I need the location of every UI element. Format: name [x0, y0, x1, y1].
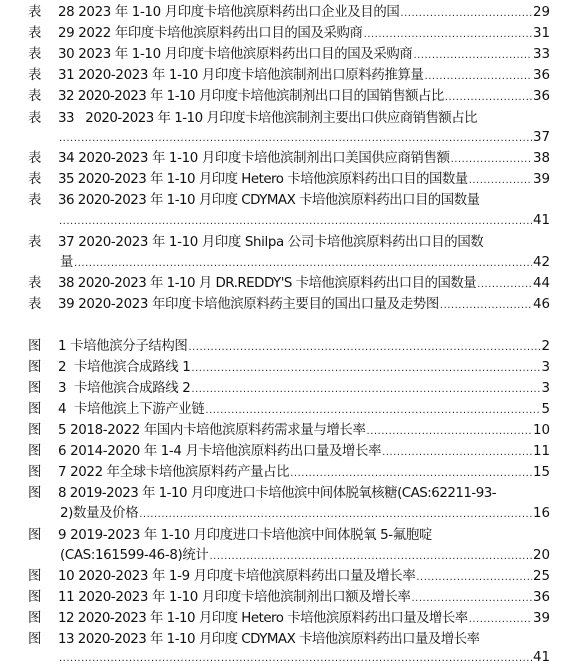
toc-entry-table-39[interactable] [28, 295, 550, 315]
entry-prefix: 表 [28, 26, 42, 41]
entry-page: 25 [532, 569, 550, 584]
entry-prefix: 图 [28, 423, 42, 438]
entry-title: 32 2020-2023 年 1-10 月印度卡培他滨制剂出口目的国销售额占比 [58, 89, 444, 104]
entry-title: 6 2014-2020 年 1-4 月卡培他滨原料药出口量及增长率 [58, 444, 382, 459]
dot-leader [74, 257, 532, 271]
entry-prefix: 表 [28, 235, 42, 250]
toc-entry-figure-11[interactable] [28, 588, 550, 608]
toc-entry-figure-12[interactable] [28, 609, 550, 629]
toc-entry-figure-5[interactable] [28, 421, 550, 441]
dot-leader [413, 49, 532, 63]
dot-leader [469, 613, 532, 627]
entry-title: 7 2022 年全球卡培他滨原料药产量占比 [58, 465, 290, 480]
entry-prefix: 表 [28, 193, 42, 208]
toc-entry-figure-7[interactable] [28, 463, 550, 483]
entry-prefix: 表 [28, 297, 42, 312]
entry-prefix: 图 [28, 528, 42, 543]
dot-leader [469, 174, 532, 188]
entry-prefix: 表 [28, 68, 42, 83]
entry-page: 3 [541, 381, 550, 396]
entry-page: 46 [532, 297, 550, 312]
entry-title: 31 2020-2023 年 1-10 月印度卡培他滨制剂出口原料药推算量 [58, 68, 424, 83]
dot-leader [191, 362, 540, 376]
entry-prefix: 表 [28, 5, 42, 20]
entry-title: 37 2020-2023 年 1-10 月印度 Shilpa 公司卡培他滨原料药出口目的国数 [58, 235, 484, 250]
toc-entry-table-36-continued[interactable] [28, 211, 550, 231]
dot-leader [425, 70, 532, 84]
entry-prefix: 表 [28, 172, 42, 187]
entry-title: 28 2023 年 1-10 月印度卡培他滨原料药出口企业及目的国 [58, 5, 400, 20]
toc-entry-table-31[interactable] [28, 66, 550, 86]
entry-prefix: 表 [28, 111, 42, 126]
dot-leader [400, 7, 532, 21]
entry-prefix: 图 [28, 402, 42, 417]
dot-leader [59, 132, 532, 146]
entry-title: 10 2020-2023 年 1-9 月印度卡培他滨原料药出口量及增长率 [58, 569, 416, 584]
toc-entry-figure-8[interactable] [28, 484, 550, 504]
toc-entry-figure-1[interactable] [28, 337, 550, 357]
dot-leader [451, 153, 532, 167]
entry-page: 2 [541, 339, 550, 354]
entry-title: 2)数量及价格 [60, 506, 139, 521]
dot-leader [209, 550, 532, 564]
entry-page: 36 [532, 68, 550, 83]
dot-leader [416, 571, 532, 585]
entry-prefix: 表 [28, 89, 42, 104]
entry-page: 11 [532, 444, 550, 459]
entry-prefix: 图 [28, 444, 42, 459]
dot-leader [364, 28, 532, 42]
entry-prefix: 图 [28, 632, 42, 647]
entry-prefix: 表 [28, 276, 42, 291]
toc-entry-figure-3[interactable] [28, 379, 550, 399]
dot-leader [191, 383, 540, 397]
dot-leader [290, 467, 532, 481]
entry-page: 37 [532, 130, 550, 145]
toc-entry-table-30[interactable] [28, 45, 550, 65]
entry-title: 38 2020-2023 年 1-10 月 DR.REDDY'S 卡培他滨原料药出口目的国数量 [58, 276, 477, 291]
entry-page: 41 [532, 213, 550, 228]
entry-page: 44 [532, 276, 550, 291]
toc-entry-figure-8-continued[interactable] [60, 504, 550, 524]
toc-entry-figure-6[interactable] [28, 442, 550, 462]
toc-entry-figure-2[interactable] [28, 358, 550, 378]
entry-prefix: 图 [28, 465, 42, 480]
toc-entry-figure-9[interactable] [28, 526, 550, 546]
toc-entry-figure-13[interactable] [28, 630, 550, 650]
entry-page: 33 [532, 47, 550, 62]
dot-leader [367, 425, 532, 439]
entry-page: 41 [532, 650, 550, 665]
toc-entry-table-32[interactable] [28, 87, 550, 107]
entry-page: 39 [532, 172, 550, 187]
dot-leader [440, 299, 532, 313]
dot-leader [205, 404, 540, 418]
entry-page: 3 [541, 360, 550, 375]
dot-leader [59, 215, 532, 229]
toc-entry-table-35[interactable] [28, 170, 550, 190]
toc-entry-table-33[interactable] [28, 109, 550, 129]
dot-leader [188, 341, 540, 355]
dot-leader [411, 592, 531, 606]
entry-page: 16 [532, 506, 550, 521]
toc-entry-table-37-continued[interactable] [60, 253, 550, 273]
entry-title: 3 卡培他滨合成路线 2 [58, 381, 191, 396]
entry-prefix: 图 [28, 381, 42, 396]
dot-leader [382, 446, 532, 460]
toc-entry-table-29[interactable] [28, 24, 550, 44]
dot-leader [477, 278, 532, 292]
entry-title: 2 卡培他滨合成路线 1 [58, 360, 191, 375]
entry-prefix: 图 [28, 611, 42, 626]
entry-page: 5 [541, 402, 550, 417]
entry-title: 30 2023 年 1-10 月印度卡培他滨原料药出口目的国及采购商 [58, 47, 413, 62]
dot-leader [445, 91, 532, 105]
toc-entry-figure-4[interactable] [28, 400, 550, 420]
entry-title: 8 2019-2023 年 1-10 月印度进口卡培他滨中间体脱氧核糖(CAS:62211-93- [58, 486, 497, 501]
toc-entry-table-37[interactable] [28, 233, 550, 253]
entry-prefix: 图 [28, 360, 42, 375]
entry-prefix: 图 [28, 339, 42, 354]
toc-entry-table-36[interactable] [28, 191, 550, 211]
toc-entry-figure-10[interactable] [28, 567, 550, 587]
entry-page: 36 [532, 590, 550, 605]
entry-title: 11 2020-2023 年 1-10 月印度卡培他滨制剂出口额及增长率 [58, 590, 411, 605]
dot-leader [59, 652, 532, 666]
entry-page: 38 [532, 151, 550, 166]
entry-prefix: 表 [28, 47, 42, 62]
entry-title: (CAS:161599-46-8)统计 [60, 548, 209, 563]
entry-page: 36 [532, 89, 550, 104]
entry-page: 20 [532, 548, 550, 563]
toc-entry-figure-13-continued[interactable] [28, 648, 550, 668]
entry-title: 36 2020-2023 年 1-10 月印度 CDYMAX 卡培他滨原料药出口目的国数量 [58, 193, 480, 208]
entry-page: 10 [532, 423, 550, 438]
dot-leader [139, 508, 532, 522]
entry-title: 12 2020-2023 年 1-10 月印度 Hetero 卡培他滨原料药出口量及增长率 [58, 611, 468, 626]
entry-prefix: 图 [28, 590, 42, 605]
toc-entry-table-38[interactable] [28, 274, 550, 294]
toc-entry-figure-9-continued[interactable] [60, 546, 550, 566]
entry-title: 34 2020-2023 年 1-10 月印度卡培他滨制剂出口美国供应商销售额 [58, 151, 450, 166]
entry-title: 1 卡培他滨分子结构图 [58, 339, 188, 354]
entry-prefix: 表 [28, 151, 42, 166]
toc-entry-table-33-continued[interactable] [28, 128, 550, 148]
entry-title: 5 2018-2022 年国内卡培他滨原料药需求量与增长率 [58, 423, 366, 438]
toc-entry-table-34[interactable] [28, 149, 550, 169]
entry-title: 39 2020-2023 年印度卡培他滨原料药主要目的国出口量及走势图 [58, 297, 439, 312]
entry-title: 量 [60, 255, 74, 270]
entry-page: 42 [532, 255, 550, 270]
entry-page: 15 [532, 465, 550, 480]
entry-prefix: 图 [28, 486, 42, 501]
toc-entry-table-28[interactable] [28, 3, 550, 23]
entry-page: 39 [532, 611, 550, 626]
entry-title: 9 2019-2023 年 1-10 月印度进口卡培他滨中间体脱氧 5-氟胞啶 [58, 528, 432, 543]
entry-title: 13 2020-2023 年 1-10 月印度 CDYMAX 卡培他滨原料药出口量及增长率 [58, 632, 480, 647]
entry-title: 29 2022 年印度卡培他滨原料药出口目的国及采购商 [58, 26, 363, 41]
entry-title: 35 2020-2023 年 1-10 月印度 Hetero 卡培他滨原料药出口目的国数量 [58, 172, 468, 187]
entry-title: 33 2020-2023 年 1-10 月印度卡培他滨制剂主要出口供应商销售额占比 [58, 111, 478, 126]
entry-page: 31 [532, 26, 550, 41]
entry-title: 4 卡培他滨上下游产业链 [58, 402, 205, 417]
entry-page: 29 [532, 5, 550, 20]
entry-prefix: 图 [28, 569, 42, 584]
